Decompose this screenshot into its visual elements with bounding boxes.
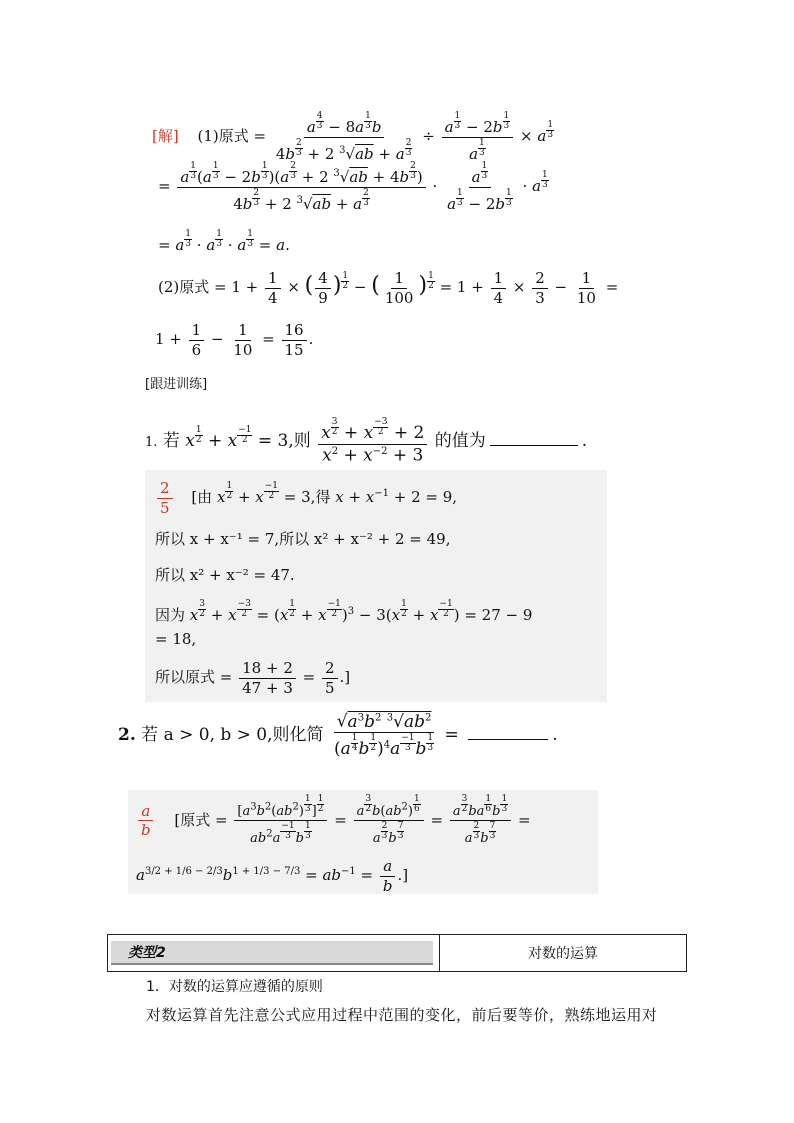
solution-part2-line1: (2)原式 = 1 + $\frac{1}{4}$ × ( $\frac{4}{9}$ ) $\frac{1}{2}$ − ( $\frac{1}{100}$ ) $\frac{1}{2}$ = 1 + $\frac{1}{4}$ × $\frac{2}{3}$ − $\frac{1}{10}$ = <box>158 269 619 307</box>
q2-expression: $√a^3b^2$ $^3√ab^2$ (a $\frac{1}{4}$ b $\frac{1}{2}$ )$^4$a $\frac{-1}{3}$ b $\frac{1}{3}$ <box>333 711 434 760</box>
part2-label: (2)原式 <box>158 278 210 296</box>
question-1: 1. 若 x $\frac{1}{2}$ + x $\frac{-1}{2}$ = 3,则 x $\frac{3}{2}$ + x $\frac{-3}{2}$ + 2 $x^2 + x^{-2} + 3$ 的值为 . <box>145 417 588 466</box>
solution-part1-line2: = a $\frac{1}{3}$ (a $\frac{1}{3}$ − 2b $\frac{1}{3}$ )(a $\frac{2}{3}$ + 2 $^3$√ab + 4b $\frac{2}{3}$ ) 4b $\frac{2}{3}$ + 2 $^3$√ab + a $\frac{2}{3}$ · a $\frac{1}{3}$ a $\frac{1}{3}$ − 2b $\frac{1}{3}$ · a $\frac{1}{3}$ <box>158 161 548 213</box>
solution-part1-line1: [解] (1)原式 = a $\frac{4}{3}$ − 8a $\frac{1}{3}$ b 4b $\frac{2}{3}$ + 2 $^3$√ab + a $\frac{2}{3}$ ÷ a $\frac{1}{3}$ − 2b $\frac{1}{3}$ a $\frac{1}{3}$ × a $\frac{1}{3}$ <box>152 111 554 163</box>
solution-part1-line3: = a $\frac{1}{3}$ · a $\frac{1}{3}$ · a $\frac{1}{3}$ = a. <box>158 229 290 254</box>
section-title: 对数的运算 <box>528 946 598 962</box>
q1-number: 1. <box>145 435 158 451</box>
principle-heading: 1．对数的运算应遵循的原则 <box>146 979 323 995</box>
q1-solution-line5: = 18, <box>155 630 197 648</box>
q1-solution-line4: 因为 x $\frac{3}{2}$ + x $\frac{-3}{2}$ = (x $\frac{1}{2}$ + x $\frac{-1}{2}$ )$^3$ − 3(x $\frac{1}{2}$ + x $\frac{-1}{2}$ ) = 27 − 9 <box>155 599 533 624</box>
q1-solution-line6: 所以原式 = $\frac{18 + 2}{47 + 3}$ = $\frac{2}{5}$ .] <box>155 659 351 697</box>
q1-answer-blank <box>490 433 578 446</box>
q2-solution-line2: $a^{3/2 + 1/6 - 2/3}b^{1 + 1/3 - 7/3} = ab^{-1}$ = $\frac{a}{b}$ .] <box>136 857 409 895</box>
fraction-4: a $\frac{1}{3}$ a $\frac{1}{3}$ − 2b $\frac{1}{3}$ <box>447 161 512 213</box>
solution-tag: [解] <box>152 127 179 145</box>
principle-paragraph: 对数运算首先注意公式应用过程中范围的变化，前后要等价，熟练地运用对 <box>146 1006 658 1024</box>
q2-answer: $\frac{a}{b}$ <box>138 803 154 839</box>
q1-solution-line2: 所以 x + x⁻¹ = 7,所以 x² + x⁻² + 2 = 49, <box>155 530 451 548</box>
q2-number: 2. <box>118 725 136 746</box>
section-type-label: 类型2 <box>128 945 166 961</box>
q1-answer: $\frac{2}{5}$ <box>157 480 173 516</box>
section-header-table <box>107 934 687 972</box>
solution-part2-line2: 1 + $\frac{1}{6}$ − $\frac{1}{10}$ = $\frac{16}{15}$ . <box>155 321 314 359</box>
fraction-3: a $\frac{1}{3}$ (a $\frac{1}{3}$ − 2b $\frac{1}{3}$ )(a $\frac{2}{3}$ + 2 $^3$√ab + 4b $\frac{2}{3}$ ) 4b $\frac{2}{3}$ + 2 $^3$√ab + a $\frac{2}{3}$ <box>177 162 425 212</box>
fraction-2: a $\frac{1}{3}$ − 2b $\frac{1}{3}$ a $\frac{1}{3}$ <box>442 112 514 162</box>
fraction-1: a $\frac{4}{3}$ − 8a $\frac{1}{3}$ b 4b $\frac{2}{3}$ + 2 $^3$√ab + a $\frac{2}{3}$ <box>275 111 412 163</box>
section-title-cell <box>440 935 686 971</box>
q2-answer-blank <box>468 727 548 740</box>
section-type-cell <box>108 935 440 971</box>
training-tag: [跟进训练] <box>145 377 208 392</box>
q1-expression: x $\frac{3}{2}$ + x $\frac{-3}{2}$ + 2 $x^2 + x^{-2} + 3$ <box>318 418 427 465</box>
q1-solution-line3: 所以 x² + x⁻² = 47. <box>155 566 295 584</box>
q2-solution-line1: $\frac{a}{b}$ [原式 = [$a^3b^2(ab^2)$ $\frac{1}{3}$ ] $\frac{1}{2}$ $ab^2a$ $\frac{-1}{3}$ b $\frac{1}{3}$ = a $\frac{3}{2}$ $b(ab^2)$ $\frac{1}{6}$ a $\frac{2}{3}$ b $\frac{7}{3}$ = a $\frac{3}{2}$ ba $\frac{1}{6}$ b $\frac{1}{3}$ a $\frac{2}{3}$ b $\frac{7}{3}$ = <box>136 795 531 847</box>
question-2: 2. 若 a > 0, b > 0,则化简 $√a^3b^2$ $^3√ab^2$ (a $\frac{1}{4}$ b $\frac{1}{2}$ )$^4$a $\frac{-1}{3}$ b $\frac{1}{3}$ = . <box>118 711 558 760</box>
part1-label: (1)原式 <box>197 127 249 145</box>
q1-solution-line1: $\frac{2}{5}$ [由 x $\frac{1}{2}$ + x $\frac{-1}{2}$ = 3,得 $x + x^{-1} + 2 = 9$, <box>155 480 457 516</box>
